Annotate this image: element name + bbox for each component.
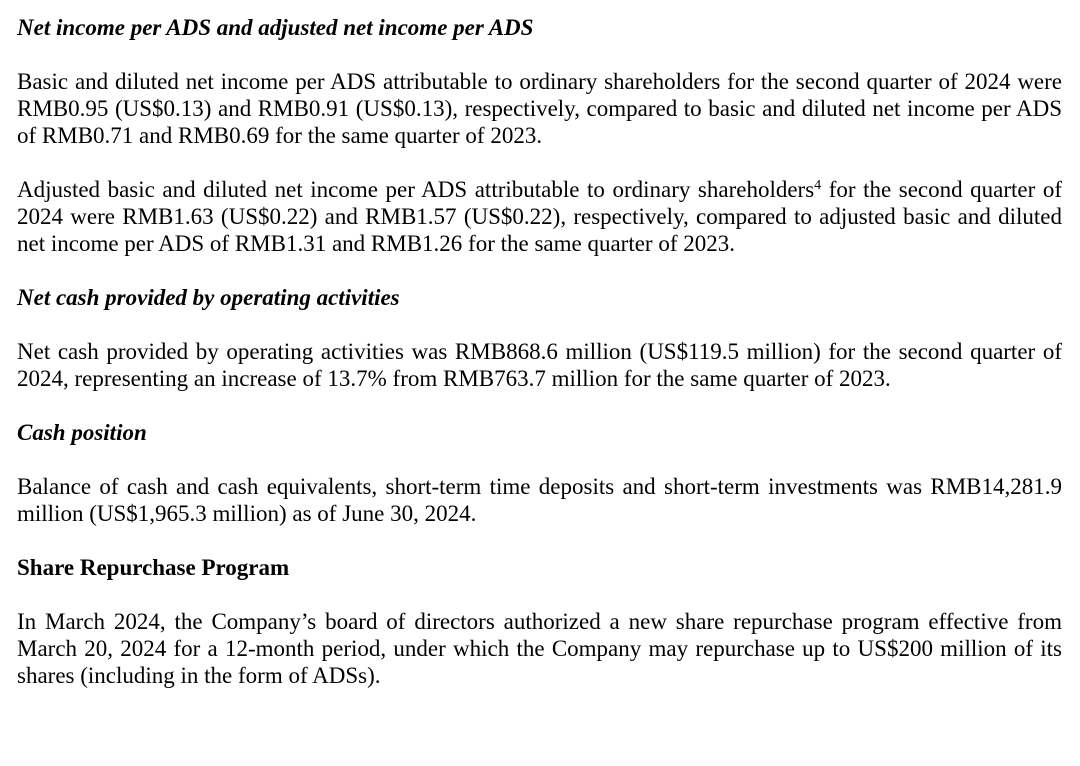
adjusted-net-income-text-start: Adjusted basic and diluted net income per ADS attributable to ordinary shareholders xyxy=(17,177,815,202)
operating-cash-paragraph: Net cash provided by operating activities was RMB868.6 million (US$119.5 million) for the second quarter of 2024, representing an increase of 13.7% from RMB763.7 million for the same quarter of 2023. xyxy=(17,339,1062,391)
net-income-heading: Net income per ADS and adjusted net income per ADS xyxy=(17,15,534,40)
share-repurchase-paragraph: In March 2024, the Company’s board of directors authorized a new share repurchase program effective from March 20, 2024 for a 12-month period, under which the Company may repurchase up to US$200 million of its shares (including in the form of ADSs). xyxy=(17,609,1062,688)
cash-position-section xyxy=(17,419,1062,527)
cash-position-heading: Cash position xyxy=(17,420,147,445)
footnote-marker: 4 xyxy=(814,178,822,194)
net-income-section xyxy=(17,14,1062,257)
share-repurchase-section xyxy=(17,554,1062,689)
share-repurchase-heading: Share Repurchase Program xyxy=(17,555,290,580)
adjusted-net-income-paragraph xyxy=(17,176,1062,257)
operating-cash-heading: Net cash provided by operating activities xyxy=(17,285,400,310)
cash-position-paragraph: Balance of cash and cash equivalents, short-term time deposits and short-term investments was RMB14,281.9 million (US$1,965.3 million) as of June 30, 2024. xyxy=(17,474,1062,526)
net-income-paragraph: Basic and diluted net income per ADS attributable to ordinary shareholders for the second quarter of 2024 were RMB0.95 (US$0.13) and RMB0.91 (US$0.13), respectively, compared to basic and diluted net income per ADS of RMB0.71 and RMB0.69 for the same quarter of 2023. xyxy=(17,69,1062,148)
operating-cash-section xyxy=(17,284,1062,392)
adjusted-net-income-text-end: for the second quarter of 2024 were RMB1.63 (US$0.22) and RMB1.57 (US$0.22), respectively, compared to adjusted basic and diluted net income per ADS of RMB1.31 and RMB1.26 for the same quarter of 2023. xyxy=(17,177,1063,256)
